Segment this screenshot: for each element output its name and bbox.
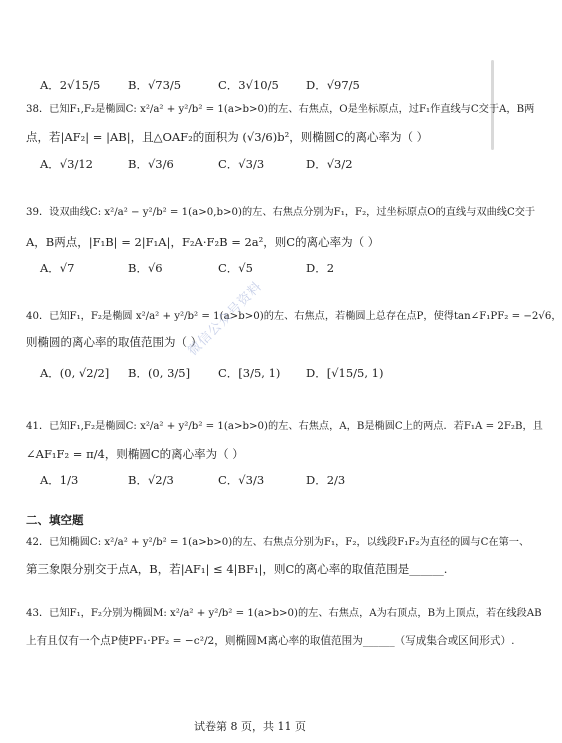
q38-option-a: A．√3/12: [40, 157, 93, 171]
q39-option-c: C．√5: [218, 261, 253, 275]
q39-line-2: A，B两点，|F₁B| = 2|F₁A|，F₂A·F₂B = 2a²，则C的离心率为（ ）: [26, 235, 380, 249]
q41-option-c: C．√3/3: [218, 473, 265, 487]
q38-option-b: B．√3/6: [128, 157, 174, 171]
q37-option-d: D．√97/5: [306, 78, 360, 92]
q41-option-a: A．1/3: [40, 473, 79, 487]
q43-line-2: 上有且仅有一个点P使PF₁·PF₂ = −c²/2，则椭圆M离心率的取值范围为______（写成集合或区间形式）.: [26, 635, 515, 647]
q38-option-c: C．√3/3: [218, 157, 265, 171]
q40-line-2: 则椭圆的离心率的取值范围为（ ）: [26, 335, 203, 349]
q39-option-b: B．√6: [128, 261, 163, 275]
q38-line-2: 点，若|AF₂| = |AB|，且△OAF₂的面积为 (√3/6)b²，则椭圆C的离心率为（ ）: [26, 130, 429, 144]
q39-option-d: D．2: [306, 261, 335, 275]
section-title: 二、填空题: [26, 513, 84, 527]
q40-option-c: C．[3/5, 1): [218, 366, 281, 380]
q43-line-1: 43．已知F₁，F₂分别为椭圆M: x²/a² + y²/b² = 1(a>b>0)的左、右焦点，A为右顶点，B为上顶点，若在线段AB: [26, 608, 542, 619]
q42-line-2: 第三象限分别交于点A，B，若|AF₁| ≤ 4|BF₁|，则C的离心率的取值范围是______.: [26, 562, 448, 576]
watermark: 微信公众号资料: [185, 278, 266, 359]
q40-option-d: D．[√15/5, 1): [306, 366, 384, 380]
q41-line-1: 41．已知F₁,F₂是椭圆C: x²/a² + y²/b² = 1(a>b>0)的左、右焦点，A，B是椭圆C上的两点．若F₁A = 2F₂B，且: [26, 421, 543, 432]
q40-line-1: 40．已知F₁，F₂是椭圆 x²/a² + y²/b² = 1(a>b>0)的左、右焦点，若椭圆上总存在点P，使得tan∠F₁PF₂ = −2√6，: [26, 311, 562, 322]
q38-option-d: D．√3/2: [306, 157, 353, 171]
q37-option-b: B．√73/5: [128, 78, 182, 92]
q38-line-1: 38．已知F₁,F₂是椭圆C: x²/a² + y²/b² = 1(a>b>0)的左、右焦点，O是坐标原点，过F₁作直线与C交于A，B两: [26, 104, 535, 115]
q39-option-a: A．√7: [40, 261, 75, 275]
page-footer: 试卷第 8 页，共 11 页: [194, 720, 306, 733]
q40-option-a: A．(0, √2/2]: [40, 366, 110, 380]
q42-line-1: 42．已知椭圆C: x²/a² + y²/b² = 1(a>b>0)的左、右焦点分别为F₁，F₂，以线段F₁F₂为直径的圆与C在第一、: [26, 537, 530, 548]
q39-line-1: 39．设双曲线C: x²/a² − y²/b² = 1(a>0,b>0)的左、右焦点分别为F₁，F₂，过坐标原点O的直线与双曲线C交于: [26, 207, 536, 218]
q41-option-b: B．√2/3: [128, 473, 174, 487]
q41-line-2: ∠AF₁F₂ = π/4，则椭圆C的离心率为（ ）: [26, 447, 244, 461]
q41-option-d: D．2/3: [306, 473, 346, 487]
q37-option-c: C．3√10/5: [218, 78, 279, 92]
q40-option-b: B．(0, 3/5]: [128, 366, 191, 380]
q37-option-a: A．2√15/5: [40, 78, 101, 92]
